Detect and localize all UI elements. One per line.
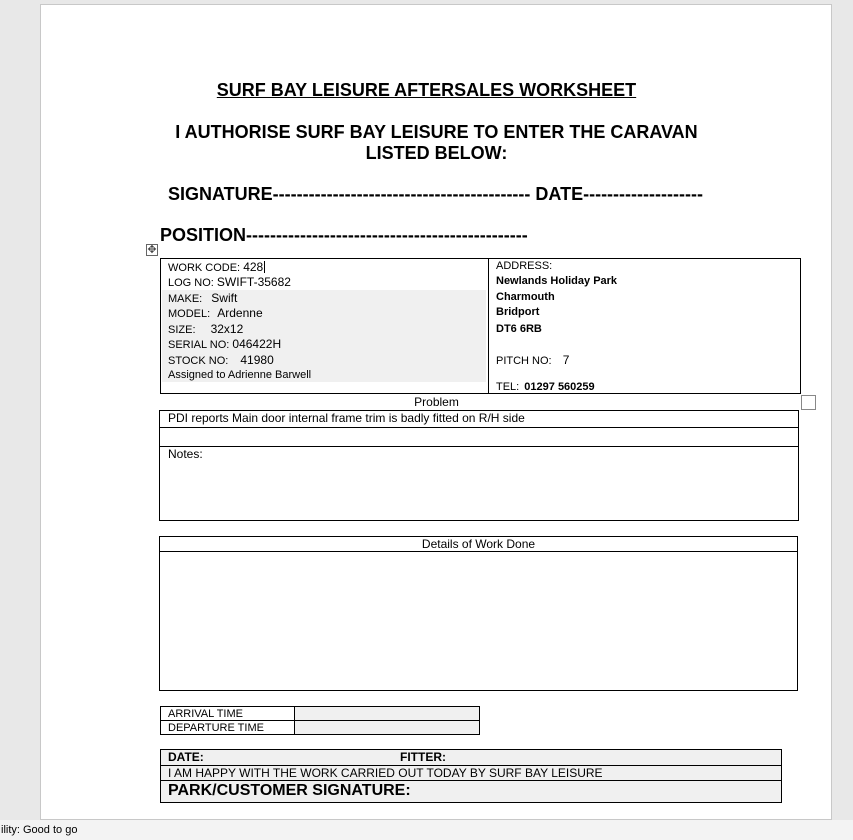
make-label: MAKE: [168,293,203,305]
authorisation-line-1: I AUTHORISE SURF BAY LEISURE TO ENTER THE CARAVAN [175,122,698,142]
size-value: 32x12 [210,322,244,336]
date-label: DATE: [168,750,204,764]
arrival-time-label: ARRIVAL TIME [168,708,243,720]
checkbox[interactable] [801,395,816,410]
serial-value: 046422H [232,337,282,351]
problem-text: PDI reports Main door internal frame trim is badly fitted on R/H side [168,411,525,425]
pitch-value: 7 [562,353,570,367]
log-no-label: LOG NO: [168,277,214,289]
problem-header: Problem [414,395,459,409]
document-title: SURF BAY LEISURE AFTERSALES WORKSHEET [216,80,637,100]
departure-time-field[interactable] [296,722,478,733]
arrival-time-field[interactable] [296,708,478,719]
departure-time-label: DEPARTURE TIME [168,722,264,734]
work-code-row[interactable] [168,260,265,274]
work-done-table [159,536,798,691]
model-value: Ardenne [217,306,263,320]
tel-value: 01297 560259 [524,381,595,393]
authorisation-text [0,122,853,164]
work-done-header: Details of Work Done [421,537,536,551]
tel-row [496,381,595,393]
status-bar [0,820,853,840]
stock-label: STOCK NO: [168,355,229,367]
pitch-label: PITCH NO: [496,355,552,367]
serial-row [168,337,281,351]
times-row-divider [160,720,480,721]
serial-label: SERIAL NO: [168,339,230,351]
model-label: MODEL: [168,308,211,320]
assigned-text: Assigned to Adrienne Barwell [168,369,312,381]
address-label: ADDRESS: [496,260,553,272]
customer-signature-label: PARK/CUSTOMER SIGNATURE: [168,782,411,799]
size-label: SIZE: [168,324,196,336]
address-line-4: DT6 6RB [496,323,542,335]
address-line-3: Bridport [496,306,540,318]
log-no-row [168,275,291,289]
table-move-handle-icon[interactable]: ✥ [147,244,157,256]
model-row [168,306,263,320]
pitch-row [496,353,569,367]
happy-statement: I AM HAPPY WITH THE WORK CARRIED OUT TODAY BY SURF BAY LEISURE [168,766,603,780]
tel-label: TEL: [496,381,520,393]
make-value: Swift [211,291,238,305]
log-no-value: SWIFT-35682 [216,275,291,289]
stock-value: 41980 [240,353,274,367]
text-cursor [264,261,265,273]
size-row [168,322,243,336]
work-done-divider [159,551,798,552]
problem-row-divider [159,427,799,428]
make-row [168,291,237,305]
position-line: POSITION----------------------------------------------- [160,225,528,245]
stock-row [168,353,274,367]
authorisation-line-2: LISTED BELOW: [365,143,508,163]
fitter-label: FITTER: [400,750,446,764]
notes-label: Notes: [168,447,203,461]
address-line-2: Charmouth [496,291,555,303]
notes-row-divider [159,446,799,447]
signoff-divider-2 [160,780,782,781]
accessibility-status[interactable]: ility: Good to go [1,824,78,836]
signature-line: SIGNATURE------------------------------------------- DATE-------------------- [168,184,703,204]
work-code-value[interactable]: 428 [243,260,264,274]
address-line-1: Newlands Holiday Park [496,275,618,287]
work-code-label: WORK CODE: [168,262,241,274]
